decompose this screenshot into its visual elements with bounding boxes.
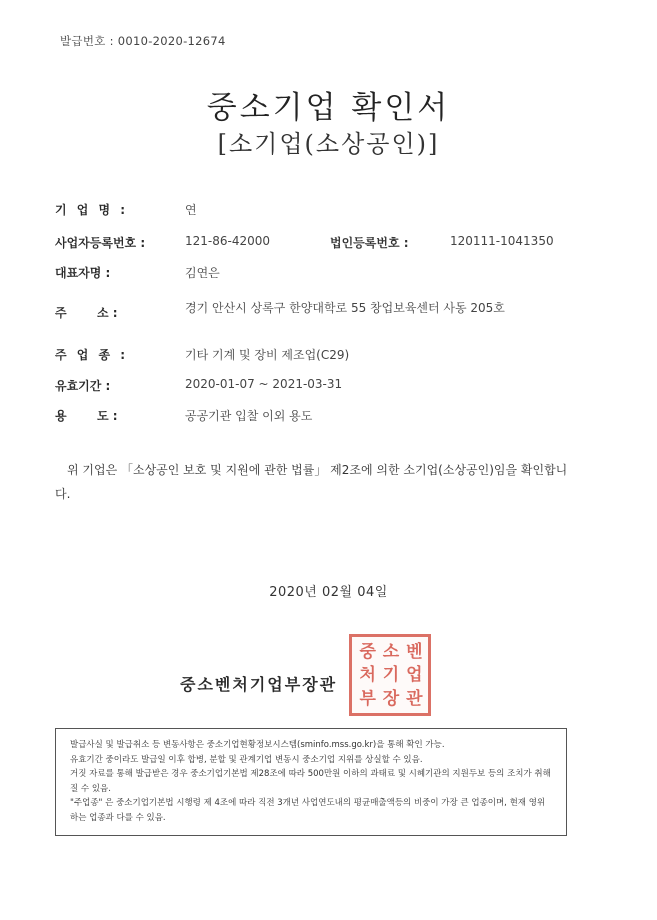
notice-line: 발급사실 및 발급취소 등 변동사항은 중소기업현황정보시스템(sminfo.mss.go.kr)을 통해 확인 가능. (70, 740, 445, 750)
field-label: 기 업 명 : (55, 203, 129, 217)
field-label-part-a: 주 (55, 306, 67, 320)
field-label: 주 업 종 : (55, 348, 129, 362)
field-value: 경기 안산시 상록구 한양대학로 55 창업보육센터 사동 205호 (185, 301, 505, 315)
notice-line: 유효기간 중이라도 발급일 이후 합병, 분할 및 관계기업 변동시 중소기업 지위를 상실할 수 있음. (70, 754, 423, 765)
field-label: 유효기간 : (55, 379, 111, 393)
notice-box (55, 728, 567, 836)
field-label-part-a: 용 (55, 409, 67, 423)
seal-character: 장 (382, 688, 400, 709)
issue-number: 발급번호 : 0010-2020-12674 (60, 34, 226, 48)
field-label: 사업자등록번호 : (55, 236, 146, 250)
seal-character: 소 (382, 642, 400, 662)
seal-character: 관 (406, 688, 423, 709)
seal-character: 중 (359, 642, 376, 662)
corporate-reg-no-label: 법인등록번호 : (330, 236, 409, 250)
document-title: 중소기업 확인서 (206, 90, 451, 126)
notice-line: 거짓 자료를 통해 발급받은 경우 중소기업기본법 제28조에 따라 500만원 이하의 과태료 및 시혜기관의 지원두보 등의 조치가 취해질 수 있음. (70, 769, 551, 794)
seal-character: 처 (359, 665, 376, 686)
issuer-name: 중소벤처기업부장관 (180, 675, 338, 694)
field-value: 공공기관 입찰 이외 용도 (185, 409, 313, 423)
document-subtitle: [소기업(소상공인)] (217, 130, 440, 158)
seal-character: 기 (382, 665, 400, 686)
field-value: 2020-01-07 ~ 2021-03-31 (185, 377, 343, 391)
confirmation-text: 위 기업은 「소상공인 보호 및 지원에 관한 법률」 제2조에 의한 소기업(소상공인)임을 확인합니다. (55, 463, 568, 501)
field-label-part-b: 도 : (97, 409, 118, 423)
field-label: 대표자명 : (55, 266, 111, 280)
issue-date: 2020년 02월 04일 (269, 585, 388, 600)
field-label-part-b: 소 : (97, 306, 118, 320)
seal-character: 부 (359, 688, 376, 709)
field-value: 기타 기계 및 장비 제조업(C29) (185, 348, 350, 362)
seal-character: 벤 (406, 642, 423, 662)
field-value: 121-86-42000 (185, 234, 271, 248)
field-value: 연 (185, 203, 197, 217)
field-value: 김연은 (185, 266, 220, 280)
seal-character: 업 (406, 665, 423, 686)
official-seal (349, 634, 431, 716)
corporate-reg-no-value: 120111-1041350 (450, 234, 554, 248)
notice-line: "주업종" 은 중소기업기본법 시행령 제 4조에 따라 직전 3개년 사업연도내의 평균매출액등의 비중이 가장 큰 업종이며, 현재 영위하는 업종과 다를 수 있음. (70, 798, 546, 823)
